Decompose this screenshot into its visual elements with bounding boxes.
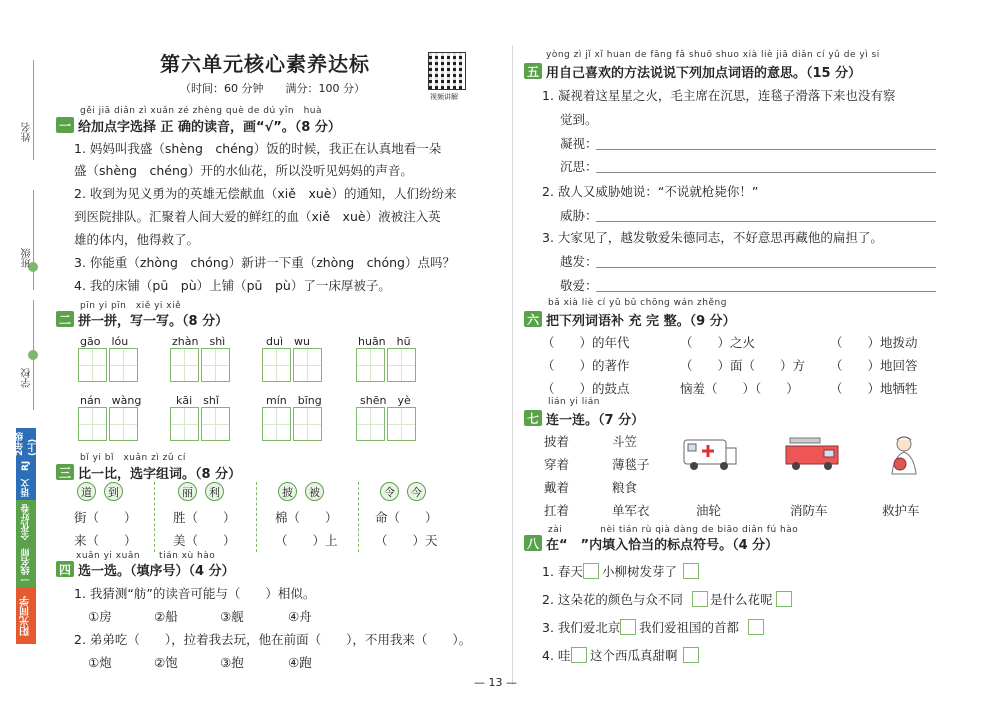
page-title: 第六单元核心素养达标 xyxy=(160,52,370,76)
s8-line-start: 2. 这朵花的颜色与众不同 xyxy=(542,592,683,607)
class-line xyxy=(33,190,34,290)
option: ②船 xyxy=(154,609,178,624)
s6-item: （ ）的著作 xyxy=(542,358,630,373)
picture-label: 消防车 xyxy=(790,503,828,518)
class-label: 班级 xyxy=(22,248,33,268)
s3-row: 胜（ ） xyxy=(173,510,236,525)
qr-code[interactable] xyxy=(428,52,466,90)
s5-word: 威胁： xyxy=(560,208,598,223)
s3-row: （ ）上 xyxy=(275,533,338,548)
picture-label: 救护车 xyxy=(882,503,920,518)
s3-row: 棉（ ） xyxy=(275,510,338,525)
s6-item: 恼羞（ ）（ ） xyxy=(680,381,799,396)
s5-number: 五 xyxy=(524,63,542,79)
s6-item: （ ）面（ ）方 xyxy=(680,358,806,373)
s6-item: （ ）地回答 xyxy=(830,358,918,373)
s5-passage: 1. 凝视着这星星之火，毛主席在沉思，连毯子滑落下来也没有察 xyxy=(542,88,896,103)
sailor-figure-icon xyxy=(884,434,924,476)
s6-number: 六 xyxy=(524,311,542,327)
s8-heading: 在“ ”内填入恰当的标点符号。（4 分） xyxy=(546,538,779,553)
s8-line-end: 这个西瓜真甜啊 xyxy=(590,648,678,663)
option: ①炮 xyxy=(88,655,112,670)
s4-pinyin: xuǎn yi xuǎn tián xù hào xyxy=(76,551,216,561)
writing-grid[interactable] xyxy=(356,407,418,441)
s3-number: 三 xyxy=(56,464,74,480)
answer-line[interactable] xyxy=(596,221,936,222)
s1-heading: 给加点字选择 正 确的读音，画“√”。（8 分） xyxy=(78,120,341,135)
s3-row: 来（ ） xyxy=(74,533,137,548)
group-separator xyxy=(154,482,155,552)
column-divider xyxy=(512,45,513,685)
s5-word: 敬爱： xyxy=(560,278,598,293)
punctuation-box[interactable] xyxy=(748,619,764,635)
writing-grid[interactable] xyxy=(78,407,140,441)
char-option: 令 xyxy=(380,482,399,501)
binding-margin xyxy=(0,0,48,708)
option: ④跑 xyxy=(288,655,312,670)
s6-item: （ ）之火 xyxy=(680,335,756,350)
s4-question: 1. 我猜测“舫”的读音可能与（ ）相似。 xyxy=(74,586,316,601)
s7-mid-item[interactable]: 粮食 xyxy=(612,480,638,495)
s3-pinyin: bǐ yi bǐ xuǎn zì zǔ cí xyxy=(80,453,186,463)
name-line xyxy=(33,60,34,160)
s2-pinyin-item: mín bīng xyxy=(266,394,322,407)
s1-line: 3. 你能重（zhòng chóng）新讲一下重（zhòng chóng）点吗？ xyxy=(74,255,455,270)
s8-line-end: 是什么花呢 xyxy=(710,592,773,607)
s5-pinyin: yòng zì jǐ xǐ huan de fāng fǎ shuō shuo xià liè jiā diǎn cí yǔ de yì si xyxy=(546,50,880,60)
s2-pinyin-item: zhàn shì xyxy=(172,335,226,348)
punctuation-box[interactable] xyxy=(683,647,699,663)
s7-mid-item[interactable]: 薄毯子 xyxy=(612,457,650,472)
writing-grid[interactable] xyxy=(170,407,232,441)
group-separator xyxy=(256,482,257,552)
s1-line: 到医院排队。汇聚着人间大爱的鲜红的血（xiě xuè）液被注入英 xyxy=(74,209,441,224)
s7-pinyin: lián yi lián xyxy=(548,397,600,407)
answer-line[interactable] xyxy=(596,149,936,150)
s7-left-item[interactable]: 披着 xyxy=(544,434,570,449)
s6-pinyin: bǎ xià liè cí yǔ bǔ chōng wán zhěng xyxy=(548,298,727,308)
s6-item: （ ）的年代 xyxy=(542,335,630,350)
s4-heading: 选一选。（填序号）（4 分） xyxy=(78,564,235,579)
qr-caption: 视频讲解 xyxy=(430,93,458,101)
s2-pinyin-item: nán wàng xyxy=(80,394,142,407)
writing-grid[interactable] xyxy=(356,348,418,382)
s2-heading: 拼一拼，写一写。（8 分） xyxy=(78,314,229,329)
writing-grid[interactable] xyxy=(262,348,324,382)
s6-heading: 把下列词语补 充 完 整。（9 分） xyxy=(546,314,736,329)
option: ②饱 xyxy=(154,655,178,670)
s7-heading: 连一连。（7 分） xyxy=(546,413,645,428)
s5-passage: 3. 大家见了，越发敬爱朱德同志，不好意思再藏他的扁担了。 xyxy=(542,230,883,245)
char-option: 到 xyxy=(104,482,123,501)
s3-heading: 比一比，选字组词。（8 分） xyxy=(78,467,242,482)
option: ③舰 xyxy=(220,609,244,624)
s7-left-item[interactable]: 戴着 xyxy=(544,480,570,495)
s1-line: 盛（shèng chéng）开的水仙花，所以没听见妈妈的声音。 xyxy=(74,163,413,178)
s2-pinyin: pīn yi pīn xiě yi xiě xyxy=(80,301,182,311)
picture-label: 油轮 xyxy=(696,503,722,518)
s5-passage: 2. 敌人又威胁她说：“不说就枪毙你！” xyxy=(542,184,759,199)
brand-strip-grade: 2年级(上) xyxy=(16,428,36,456)
brand-strip-teacher: 一线名师 xyxy=(16,544,36,588)
s2-pinyin-item: huān hū xyxy=(358,335,411,348)
s7-left-item[interactable]: 扛着 xyxy=(544,503,570,518)
s1-line: 1. 妈妈叫我盛（shèng chéng）饭的时候，我正在认真地看一朵 xyxy=(74,141,442,156)
answer-line[interactable] xyxy=(596,291,936,292)
s1-line: 2. 收到为见义勇为的英雄无偿献血（xiě xuè）的通知，人们纷纷来 xyxy=(74,186,457,201)
s4-number: 四 xyxy=(56,561,74,577)
s7-number: 七 xyxy=(524,410,542,426)
punctuation-box[interactable] xyxy=(692,591,708,607)
page-subtitle: （时间：60 分钟 满分：100 分） xyxy=(180,82,365,95)
s8-pinyin: zài nèi tián rù qià dàng de biāo diǎn fú hào xyxy=(548,525,799,535)
punctuation-box[interactable] xyxy=(620,619,636,635)
answer-line[interactable] xyxy=(596,267,936,268)
brand-strip-edition: RJ xyxy=(16,456,36,476)
char-option: 道 xyxy=(77,482,96,501)
s5-word: 越发： xyxy=(560,254,598,269)
s2-pinyin-item: shēn yè xyxy=(360,394,411,407)
answer-line[interactable] xyxy=(596,172,936,173)
s1-number: 一 xyxy=(56,117,74,133)
s3-row: 美（ ） xyxy=(173,533,236,548)
page-number: — 13 — xyxy=(474,676,517,689)
s8-line-start: 4. 哇 xyxy=(542,648,571,663)
s1-line: 4. 我的床铺（pū pù）上铺（pū pù）了一床厚被子。 xyxy=(74,278,391,293)
s7-mid-item[interactable]: 斗笠 xyxy=(612,434,638,449)
binding-dot xyxy=(28,350,38,360)
writing-grid[interactable] xyxy=(170,348,232,382)
s8-line-end: 我们爱祖国的首都 xyxy=(639,620,740,635)
char-option: 丽 xyxy=(178,482,197,501)
s5-passage: 觉到。 xyxy=(560,112,598,127)
group-separator xyxy=(358,482,359,552)
s2-pinyin-item: kāi shǐ xyxy=(176,394,219,407)
punctuation-box[interactable] xyxy=(583,563,599,579)
brand-strip-subject: 语文 xyxy=(16,476,36,500)
punctuation-box[interactable] xyxy=(683,563,699,579)
s5-heading: 用自己喜欢的方法说说下列加点词语的意思。（15 分） xyxy=(546,66,862,81)
s3-row: 街（ ） xyxy=(74,510,137,525)
name-label: 姓名 xyxy=(22,122,33,142)
option: ④舟 xyxy=(288,609,312,624)
school-label: 学校 xyxy=(22,368,33,388)
s6-item: （ ）地拨动 xyxy=(830,335,918,350)
s3-row: 命（ ） xyxy=(375,510,438,525)
char-option: 被 xyxy=(305,482,324,501)
brand-strip-slogan: 全优好卷 xyxy=(16,500,36,544)
s7-left-item[interactable]: 穿着 xyxy=(544,457,570,472)
s8-number: 八 xyxy=(524,535,542,551)
punctuation-box[interactable] xyxy=(776,591,792,607)
brand-logo: 阳光同学 xyxy=(16,588,36,644)
writing-grid[interactable] xyxy=(78,348,140,382)
s8-line-end: 小柳树发芽了 xyxy=(602,564,678,579)
s5-word: 凝视： xyxy=(560,136,598,151)
option: ③抱 xyxy=(220,655,244,670)
s8-line-start: 1. 春天 xyxy=(542,564,583,579)
s4-question: 2. 弟弟吃（ ），拉着我去玩，他在前面（ ），不用我来（ ）。 xyxy=(74,632,472,647)
option: ①房 xyxy=(88,609,112,624)
brand-strip xyxy=(16,428,36,680)
char-option: 利 xyxy=(205,482,224,501)
char-option: 披 xyxy=(278,482,297,501)
s8-line-start: 3. 我们爱北京 xyxy=(542,620,621,635)
s7-mid-item[interactable]: 单军衣 xyxy=(612,503,650,518)
s1-line: 雄的体内，他得救了。 xyxy=(74,232,200,247)
s5-word: 沉思： xyxy=(560,159,598,174)
s6-item: （ ）地牺牲 xyxy=(830,381,918,396)
s3-row: （ ）天 xyxy=(375,533,438,548)
s1-pinyin: gěi jiā diǎn zì xuǎn zé zhèng què de dú yīn huà xyxy=(80,106,323,116)
ambulance-icon xyxy=(680,434,740,474)
s2-pinyin-item: gāo lóu xyxy=(80,335,129,348)
s2-number: 二 xyxy=(56,311,74,327)
writing-grid[interactable] xyxy=(262,407,324,441)
punctuation-box[interactable] xyxy=(571,647,587,663)
char-option: 今 xyxy=(407,482,426,501)
s2-pinyin-item: duì wu xyxy=(266,335,310,348)
fire-truck-icon xyxy=(782,434,842,474)
s6-item: （ ）的鼓点 xyxy=(542,381,630,396)
